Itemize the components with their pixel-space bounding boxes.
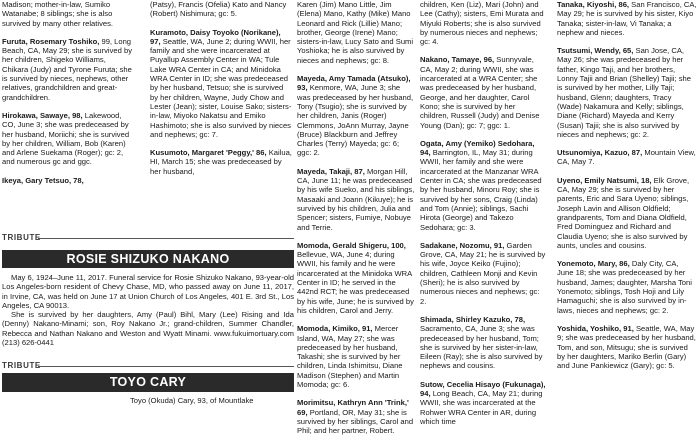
obituary-entry	[150, 28, 293, 140]
obituary-text: Sunnyvale, CA, May 2; during WWII, she was incarcerated at a WRA Center; she was predeceased by her husband, George, and her daughter, Carol Kono; she is survived by her children, Russell (Judy) and Denise Young (Dan); gc: 7; ggc: 1.	[420, 55, 540, 130]
tribute-divider	[38, 366, 294, 367]
obituary-name: Nakano, Tamaye, 96,	[420, 55, 495, 65]
obituary-entry	[420, 380, 546, 426]
obituary-entry	[420, 55, 546, 129]
obituary-name: Yoshida, Yoshiko, 91,	[557, 323, 634, 333]
obituary-continuation: (Patsy), Francis (Ofelia) Kato and Nancy (Robert) Nishimura; gc: 5.	[150, 0, 287, 19]
tribute-paragraph: She is survived by her daughters, Amy (Paul) Bihl, Mary (Lee) Rising and Ida (Denny) Nakano-Minami; son, Roy Nakano Jr.; grand-children, Summer Chandler, Rebecca and Nathan Nakano and Weston and Wyatt Minami. www.fukuimortuary.com (213) 626-0441	[2, 310, 294, 348]
obituary-column-2	[150, 0, 293, 234]
obituary-name: Kusumoto, Margaret 'Peggy,' 86,	[150, 148, 267, 158]
obituary-name: Tanaka, Kiyoshi, 86,	[557, 0, 630, 9]
obituary-entry	[297, 74, 415, 158]
obituary-entry	[297, 167, 415, 232]
obituary-text: Barrington, IL, May 31; during WWII, her family and she were incarcerated at the Manzanar WRA Center in CA; she was predeceased by her husband, Minoru Roy; she is survived by her sons, Craig (Linda) and Tom (Annie); siblings, Sachi Hirota (George) and Takezo Sedohara; gc: 3.	[420, 148, 542, 232]
obituary-text: San Francisco, CA, May 29; he is survived by his sister, Kiyo Tanaka; sister-in-law, Vi Tanaka; a nephew and nieces.	[557, 0, 697, 37]
tribute-divider	[38, 238, 294, 239]
obituary-entry	[2, 176, 134, 185]
obituary-text: Garden Grove, CA, May 21; he is survived by his wife, Joyce Keiko (Fujino); children, Cathleen Monji and Kevin (Sheri); he is also survived by numerous nieces and nephews; gc: 2.	[420, 240, 546, 306]
obituary-entry	[557, 176, 697, 250]
obituary-entry	[420, 315, 546, 371]
obituary-entry	[557, 324, 697, 370]
obituary-text: Long Beach, CA, May 21; during WWII, she was incarcerated at the Rohwer WRA Center in AR, during which time	[420, 388, 543, 426]
obituary-name: Yonemoto, Mary, 86,	[557, 259, 630, 269]
obituary-name: Uyeno, Emily Natsumi, 18,	[557, 175, 652, 185]
tribute-paragraph: May 6, 1924–June 11, 2017. Funeral service for Rosie Shizuko Nakano, 93-year-old Los Angeles-born resident of Chevy Chase, MD, who passed away on June 11, 2017, in Irvine, CA, was held on June 17 at Union Church of Los Angeles, 401 E. 3rd St., Los Angeles, CA 90013.	[2, 273, 294, 310]
tribute-title-banner: TOYO CARY	[2, 373, 294, 392]
obituary-entry	[297, 324, 415, 389]
obituary-text: Seattle, WA, June 2; during WWII, her family and she were incarcerated at Puyallup Assembly Center in WA; Tule Lake WRA Center in CA; and Minidoka WRA Center in ID; she was predeceased by her husband, Tetsuo; she is survived by her children, Wayne, Judy Chow and Lester (Jean); sister, Louise Sako; sisters-in-law, Miyoko Nakatsu and Emiko Hashimoto; she is also survived by nieces and nephews; gc: 7.	[150, 36, 292, 139]
obituary-entry	[297, 398, 415, 435]
obituary-column-4	[420, 0, 546, 426]
tribute-body	[2, 273, 294, 357]
obituary-entry	[2, 111, 134, 167]
obituary-text: San Jose, CA, May 26; she was predeceased by her father, Kingo Taji, and her brothers, Lonny Tajii and Brian (Shelley) Tajii; she is survived by her mother, Lilly Taji; husband, Glenn; daughters, Tracy (Wade) Nakamura and Kelly; siblings, Diane (Richard) Mayeda and Kerry (Susan) Tajii; she is also survived by nieces and nephews; gc: 2.	[557, 46, 691, 139]
obituary-name: Ogata, Amy (Yemiko) Sedohara, 94,	[420, 138, 535, 158]
obituary-text: Daly City, CA, June 18; she was predeceased by her husband, James; daughter, Marsha Toni Yonemoto; siblings, Tosh Hoji and Lily Hamaguchi; she is also survived by in-laws, nieces and nephews; gc: 2.	[557, 259, 692, 315]
obituary-text: Portland, OR, May 31; she is survived by her siblings, Carol and Phil; and her partner, Robert.	[297, 407, 414, 435]
obituary-continuation: Madison; mother-in-law, Sumiko Watanabe; 8 siblings; she is also survived by many other relatives.	[2, 0, 113, 28]
obituary-name: Utsunomiya, Kazuo, 87,	[557, 148, 643, 158]
obituary-entry	[557, 0, 697, 37]
obituary-text: Mercer Island, WA, May 27; she was predeceased by her husband, Takashi; she is survived by her children, Linda Ishimitsu, Diane Madison (Stephen) and Martin Momoda; gc: 6.	[297, 324, 403, 389]
tribute-body	[130, 396, 294, 405]
obituary-name: Mayeda, Amy Tamada (Atsuko), 93,	[297, 74, 411, 93]
obituary-continuation: children, Ken (Liz), Mari (John) and Lee (Cathy); sisters, Emi Murata and Miyuki Roberts; she is also survived by numerous nieces and nephews; gc: 4.	[420, 0, 544, 47]
obituary-text: Morgan Hill, CA, June 11; he was predeceased by his wife Sueko, and his siblings, Masaaki and Joann (Kikuye); he is survived by his children, Julia and Spencer; sisters, Fumiye, Nobuye and Terrie.	[297, 166, 415, 232]
obituary-name: Ikeya, Gary Tetsuo, 78,	[2, 175, 84, 185]
obituary-text: Kailua, HI, March 15; she was predeceased by her husband,	[150, 148, 292, 176]
obituary-name: Shimada, Shirley Kazuko, 78,	[420, 314, 526, 324]
tribute-paragraph: Toyo (Okuda) Cary, 93, of Mountlake	[130, 396, 254, 405]
tribute-label: TRIBUTE	[2, 361, 41, 370]
obituary-entry	[150, 148, 293, 176]
obituary-continuation: Karen (Jim) Mano Little, Jim (Elena) Mano, Kathy (Mike) Mano Leonard and Rick (Lillie) Mano; brother, George (Irene) Mano; sisters-in-law, Lucy Sato and Sumi Yoshioka; he is also survived by nieces and nephews; gc: 8.	[297, 0, 414, 65]
obituary-text: Sacramento, CA, June 3; she was predeceased by her husband, Tom; she is survived by her sister-in-law, Eileen (Ray); she is also survived by nephews and cousins.	[420, 324, 543, 371]
obituary-name: Sadakane, Nozomu, 91,	[420, 240, 505, 250]
obituary-name: Furuta, Rosemary Toshiko,	[2, 36, 100, 46]
obituary-text: Elk Grove, CA, May 29; she is survived by her parents, Eric and Sara Uyeno; siblings, Joseph Lavin and Allison Oldfield; grandparents, Tom and Diana Oldfield, Fred Dominguez and Richard and Claudia Uyeno; she is also survived by aunts, uncles and cousins.	[557, 175, 690, 250]
obituary-text: 99, Long Beach, CA, May 29; she is survived by her children, Shigeko Williams, Chikara (Judy) and Tyrone Furuta; she is survived by nieces, nephews, other relatives, grandchildren and great-grandchildren.	[2, 36, 132, 102]
obituary-text: Kenmore, WA, June 3; she was predeceased by her husband, Tony (Tsugio); she is survived by her children, Janis (Roger) Clemmons, JoAnn Murray, Jayne (Bruce) Blackburn and Jeffrey Charles (Terry) Mayeda; gc: 6; ggc: 2.	[297, 83, 414, 158]
obituary-text: Seattle, WA, May 9; she was predeceased by her husband, Tom, and son, Mitsugu; she is survived by her daughters, Mariko Berlin (Gary) and June Pankiewicz (Gary); gc: 5.	[557, 323, 696, 371]
obituary-entry	[420, 241, 546, 306]
obituary-name: Sutow, Cecelia Hisayo (Fukunaga), 94,	[420, 379, 546, 398]
obituary-text: Lakewood, CO, June 3; she was predeceased by her husband, Moriichi; she is survived by her children, William, Bob (Karen) and Arlene Suekama (Roger); gc: 2, and numerous gc and ggc.	[2, 110, 130, 167]
obituary-column-3	[297, 0, 415, 435]
obituary-entry	[557, 259, 697, 315]
obituary-name: Momoda, Gerald Shigeru, 100,	[297, 240, 406, 250]
obituary-column-5	[557, 0, 697, 405]
obituary-entry	[2, 37, 134, 102]
obituary-text: Mountain View, CA, May 7.	[557, 148, 696, 167]
obituary-entry	[557, 46, 697, 139]
obituary-text: Bellevue, WA, June 4; during WWII, his family and he were incarcerated at the Minidoka WRA Center in ID; he served in the 442nd RCT; he was predeceased by his wife, June; he is survived by his children, Carol and Jerry.	[297, 250, 414, 315]
obituary-name: Kuramoto, Daisy Toyoko (Norikane), 97,	[150, 27, 281, 46]
obituary-entry	[557, 148, 697, 167]
obituary-entry	[297, 241, 415, 315]
tribute-label: TRIBUTE	[2, 233, 41, 242]
tribute-title-banner: ROSIE SHIZUKO NAKANO	[2, 250, 294, 268]
obituary-entry	[420, 139, 546, 232]
obituary-name: Morimitsu, Kathryn Ann 'Trink,' 69,	[297, 398, 409, 417]
obituary-name: Mayeda, Takaji, 87,	[297, 166, 365, 176]
obituary-name: Momoda, Kimiko, 91,	[297, 324, 373, 334]
obituary-name: Tsutsumi, Wendy, 65,	[557, 46, 634, 56]
obituary-name: Hirokawa, Sawaye, 98,	[2, 110, 83, 120]
